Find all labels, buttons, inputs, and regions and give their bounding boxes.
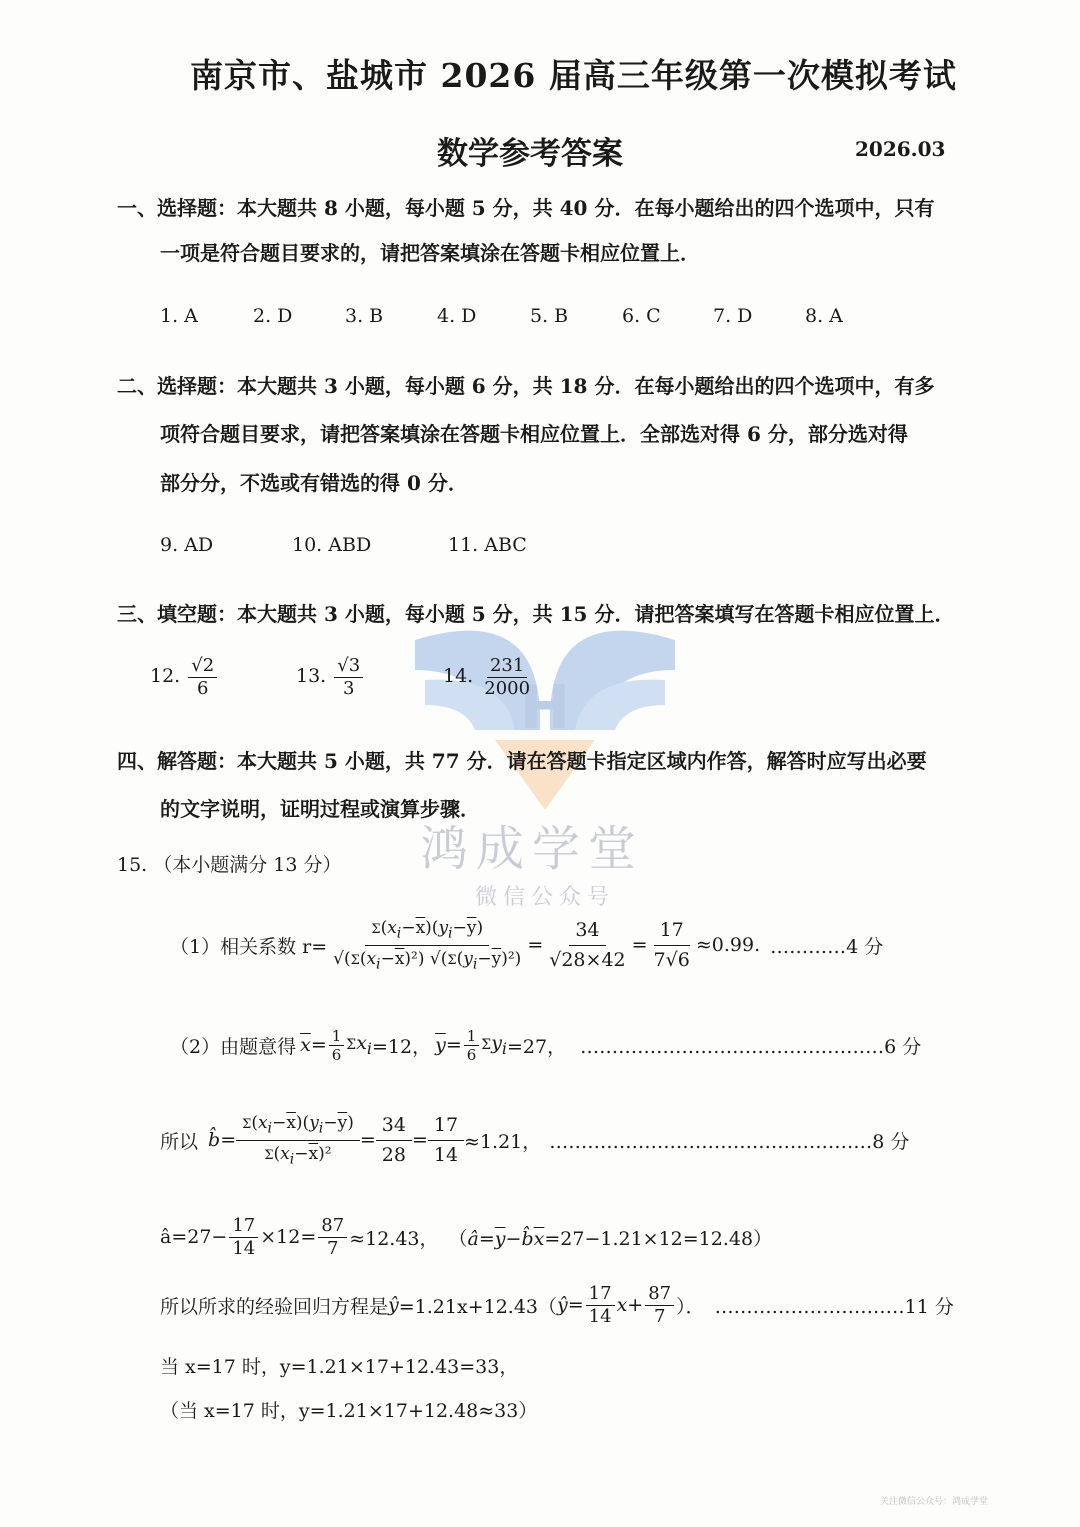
- mean-x-value: =12，: [371, 1035, 432, 1058]
- answer-14: [443, 655, 535, 699]
- answer-13-label: 13.: [296, 665, 327, 688]
- watermark-sub: 微信公众号: [475, 885, 616, 910]
- q15-part1-label: （1）相关系数 r=: [170, 935, 328, 958]
- b-fraction-2: [428, 1113, 464, 1167]
- q15-score-4: …………4 分: [770, 935, 884, 958]
- q15-part6: 当 x=17 时，y=1.21×17+12.43=33，: [160, 1356, 519, 1378]
- corr-formula: [327, 917, 527, 974]
- corr-den-2: 7√6: [653, 948, 690, 971]
- corr-approx: ≈0.99.: [695, 934, 761, 956]
- q15-part7: （当 x=17 时，y=1.21×17+12.48≈33）: [160, 1400, 538, 1422]
- answer-11: 11. ABC: [448, 534, 527, 556]
- corr-fraction-1: [543, 918, 631, 972]
- corr-formula-den: $√(\Sigma(x_i-\overline{x})^2)$ $√(\Sigma(y_i-\overline{y})^2)$: [333, 948, 522, 972]
- corr-fraction-2: [648, 918, 696, 972]
- b-den-2: 14: [433, 1143, 459, 1166]
- q15-score-11: …………………………11 分: [714, 1295, 954, 1318]
- a-head: â=27−: [160, 1226, 228, 1248]
- svg-text:H: H: [519, 673, 571, 743]
- q15-part5: 所以所求的经验回归方程是 ŷ =1.21x+12.43（ ŷ = $\frac{17}{14}$ x + $\frac{87}{7}$ ）． …………………………11 分: [160, 1282, 954, 1327]
- answer-14-fraction: [481, 655, 533, 699]
- q15-part3: 所以 b̂ = $\frac{\Sigma(x_i-\overline{x})(y_i-\overline{y})}{\Sigma(x_i-\overline{x})^2}$ = $\frac{34}{28}$ = $\frac{17}{14}$ ≈1.21， ……………………………………………8 分: [160, 1112, 910, 1167]
- section1-line2: 一项是符合题目要求的，请把答案填涂在答题卡相应位置上．: [160, 241, 700, 265]
- corr-num-2: 17: [654, 918, 690, 946]
- corr-den-1: √28×42: [549, 948, 626, 971]
- answer-12-fraction: [188, 655, 217, 699]
- answer-1: 1. A: [160, 305, 198, 327]
- answer-14-label: 14.: [443, 665, 474, 688]
- regression-text: 所以所求的经验回归方程是: [160, 1295, 389, 1318]
- section2-line3: 部分分，不选或有错选的得 0 分．: [160, 471, 468, 495]
- q15-score-8: ……………………………………………8 分: [549, 1130, 910, 1153]
- footer-note: 关注微信公众号：鸿成学堂: [880, 1497, 989, 1507]
- answer-2: 2. D: [253, 305, 293, 327]
- corr-num-1: 34: [569, 918, 605, 946]
- b-num-2: 17: [428, 1113, 464, 1141]
- section1-line1: 一、选择题：本大题共 8 小题，每小题 5 分，共 40 分．在每小题给出的四个选项中，只有: [117, 196, 935, 220]
- a-mid: ×12=: [260, 1226, 317, 1248]
- answer-12: [150, 655, 219, 699]
- page-subtitle: 数学参考答案: [437, 136, 623, 172]
- b-approx: ≈1.21，: [464, 1130, 542, 1153]
- answer-9: 9. AD: [160, 534, 214, 556]
- b-fraction-1: [376, 1113, 412, 1167]
- answer-3: 3. B: [345, 305, 384, 327]
- a-alt: =27−1.21×12=12.48）: [544, 1227, 773, 1250]
- answer-4: 4. D: [437, 305, 477, 327]
- answer-13-num: √3: [334, 655, 363, 678]
- page-title: 南京市、盐城市 2026 届高三年级第一次模拟考试: [190, 56, 957, 95]
- mean-y-value: =27，: [506, 1035, 567, 1058]
- answer-13-den: 3: [343, 677, 355, 699]
- b-formula: $\frac{\Sigma(x_i-\overline{x})(y_i-\overline{y})}{\Sigma(x_i-\overline{x})^2}$: [236, 1112, 360, 1169]
- answer-7: 7. D: [713, 305, 753, 327]
- answer-8: 8. A: [805, 305, 843, 327]
- q15-score-6: …………………………………………6 分: [580, 1035, 922, 1058]
- section4-line2: 的文字说明，证明过程或演算步骤．: [160, 797, 480, 821]
- b-num-1: 34: [376, 1113, 412, 1141]
- watermark-name: 鸿成学堂: [420, 821, 645, 877]
- answer-14-num: 231: [487, 655, 527, 678]
- regression-end: ）．: [676, 1295, 705, 1318]
- answer-13: [296, 655, 365, 699]
- section4-line1: 四、解答题：本大题共 5 小题，共 77 分．请在答题卡指定区域内作答，解答时应写出必要: [117, 749, 927, 773]
- q15-part3-label: 所以: [160, 1130, 199, 1153]
- corr-formula-num: $\Sigma(x_i-\overline{x})(y_i-\overline{y})$: [365, 917, 489, 946]
- exam-date: 2026.03: [855, 137, 946, 161]
- b-den-1: 28: [381, 1143, 406, 1166]
- q15-part2: （2）由题意得 $\overline{x}$ = $\frac{1}{6}$ Σ $x_i$ =12， $\overline{y}$ = $\frac{1}{6}$ Σ $y_i$ =27， …………………………………………6 分: [170, 1026, 922, 1064]
- section2-line1: 二、选择题：本大题共 3 小题，每小题 6 分，共 18 分．在每小题给出的四个选项中，有多: [117, 374, 935, 398]
- answer-14-den: 2000: [484, 677, 531, 699]
- a-tail: ≈12.43，: [349, 1227, 439, 1250]
- q15-part1: （1）相关系数 r= $\frac{\Sigma(x_i-\overline{x})(y_i-\overline{y})}{√(\Sigma(x_i-\overline{x})^2) √(\Sigma(y_i-\overline{y})^2)}$ = $\frac{34}{√28\times 42}$ = $\frac{17}{7√6}$ ≈0.99. …………4 分: [170, 917, 884, 972]
- answer-12-den: 6: [197, 677, 209, 699]
- answer-5: 5. B: [530, 305, 569, 327]
- q15-part2-label: （2）由题意得: [170, 1035, 297, 1058]
- answer-10: 10. ABD: [292, 534, 372, 556]
- answer-6: 6. C: [622, 305, 661, 327]
- section3-line1: 三、填空题：本大题共 3 小题，每小题 5 分，共 15 分．请把答案填写在答题卡相应位置上．: [117, 602, 955, 626]
- answer-12-label: 12.: [150, 665, 181, 688]
- q15-heading: 15. （本小题满分 13 分）: [117, 854, 342, 876]
- q15-part4: â=27− $\frac{17}{14}$ ×12= $\frac{87}{7}$ ≈12.43， （$â=\overline{y}-b̂\overline{x}$ =27−1.21×12=12.48）: [160, 1214, 773, 1259]
- section2-line2: 项符合题目要求，请把答案填涂在答题卡相应位置上．全部选对得 6 分，部分选对得: [160, 422, 908, 446]
- regression-eq: =1.21x+12.43（: [398, 1295, 558, 1318]
- answer-12-num: √2: [188, 655, 217, 678]
- answer-13-fraction: [334, 655, 363, 699]
